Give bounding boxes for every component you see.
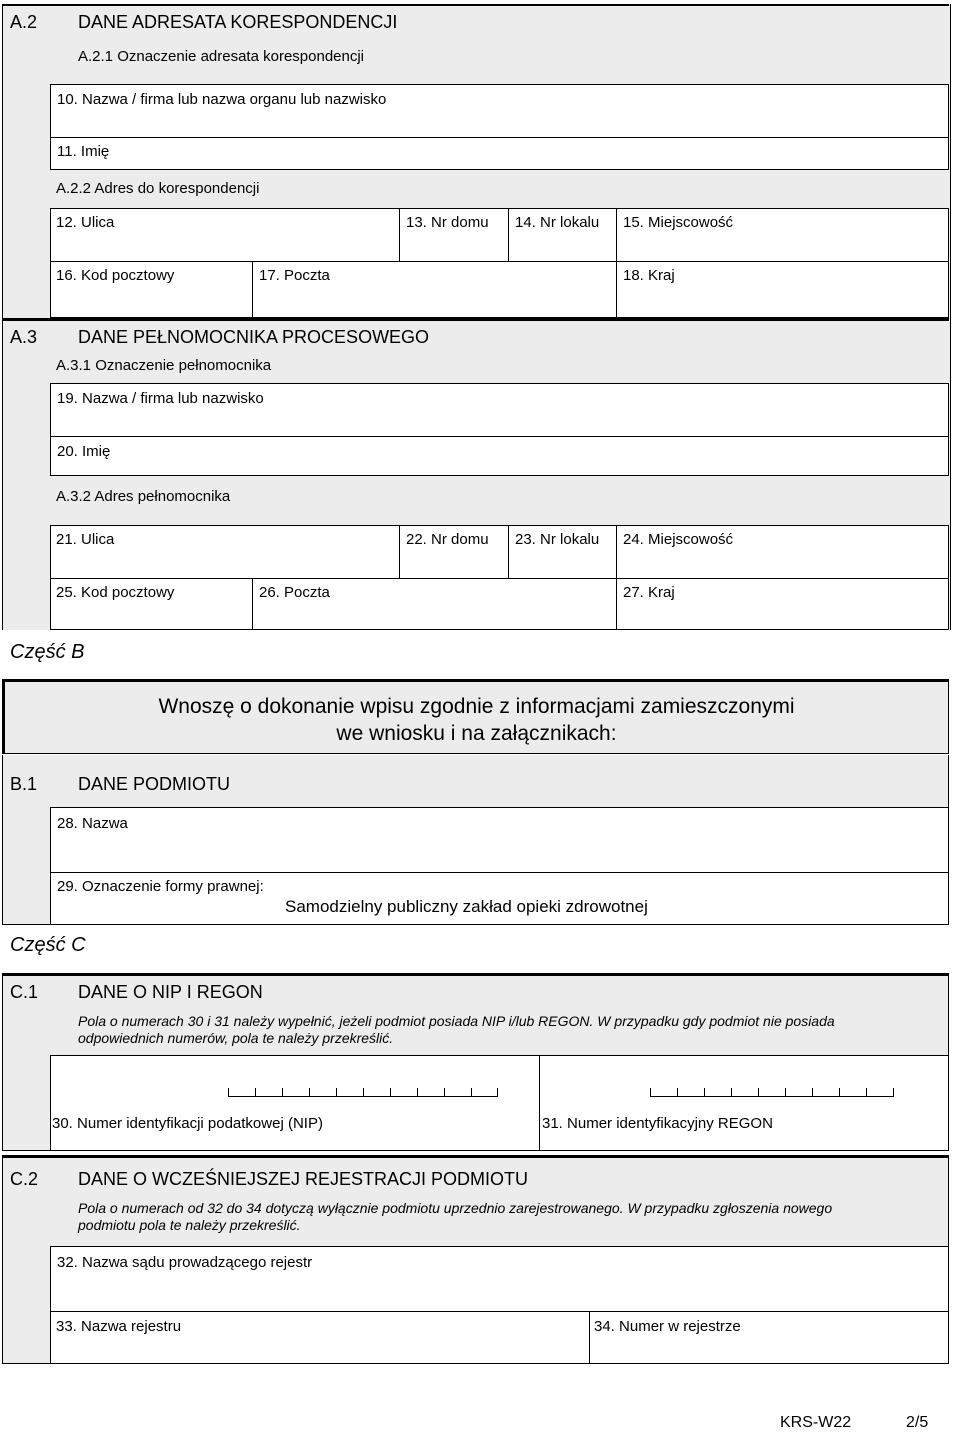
field-label: 17. Poczta [259,267,330,284]
field-18[interactable] [617,261,947,318]
field-30[interactable] [50,1055,539,1151]
field-16[interactable] [50,261,252,318]
field-22[interactable] [400,525,508,579]
field-label: 10. Nazwa / firma lub nazwa organu lub nazwisko [57,91,387,108]
field-17[interactable] [253,261,616,318]
subsection-title: A.3.1 Oznaczenie pełnomocnika [56,357,272,374]
part-c-title: Część C [10,934,86,956]
page-number: 2/5 [906,1414,929,1431]
request-line-1: Wnoszę o dokonanie wpisu zgodnie z informacjami zamieszczonymi [158,695,795,718]
section-title: DANE O NIP I REGON [78,982,263,1002]
field-label: 33. Nazwa rejestru [56,1318,182,1335]
field-25[interactable] [50,578,252,630]
field-label: 29. Oznaczenie formy prawnej: [57,878,264,895]
field-label: 32. Nazwa sądu prowadzącego rejestr [57,1254,313,1271]
section-code: C.2 [10,1169,39,1189]
section-title: DANE ADRESATA KORESPONDENCJI [78,12,398,32]
section-code: A.2 [10,12,38,32]
field-label: 18. Kraj [623,267,675,284]
field-label: 30. Numer identyfikacji podatkowej (NIP) [52,1115,323,1132]
regon-digit-boxes[interactable] [650,1084,894,1097]
field-10[interactable] [50,84,949,138]
instruction-note [78,1013,835,1047]
section-a3-top-border [2,318,949,321]
field-label: 26. Poczta [259,584,330,601]
subsection-title: A.3.2 Adres pełnomocnika [56,488,231,505]
section-a2-top-border [2,4,949,6]
part-b-title: Część B [10,641,85,663]
section-code: B.1 [10,774,38,794]
note-line: odpowiednich numerów, pola te należy przekreślić. [78,1030,394,1046]
field-15[interactable] [617,208,947,262]
field-32[interactable] [50,1246,949,1312]
field-24[interactable] [617,525,947,579]
field-label: 21. Ulica [56,531,115,548]
field-23[interactable] [509,525,616,579]
field-14[interactable] [509,208,616,262]
field-label: 13. Nr domu [406,214,489,231]
field-13[interactable] [400,208,508,262]
field-33[interactable] [50,1311,589,1364]
field-11[interactable] [50,137,949,170]
field-label: 16. Kod pocztowy [56,267,175,284]
field-label: 15. Miejscowość [623,214,734,231]
form-code: KRS-W22 [780,1414,852,1431]
section-code: C.1 [10,982,39,1002]
field-label: 27. Kraj [623,584,675,601]
field-26[interactable] [253,578,616,630]
field-label: 24. Miejscowość [623,531,734,548]
instruction-note [78,1200,832,1234]
field-19[interactable] [50,383,949,437]
section-title: DANE PODMIOTU [78,774,231,794]
legal-form-value: Samodzielny publiczny zakład opieki zdrowotnej [285,897,648,916]
field-label: 12. Ulica [56,214,115,231]
field-label: 28. Nazwa [57,815,128,832]
note-line: Pola o numerach 30 i 31 należy wypełnić, jeżeli podmiot posiada NIP i/lub REGON. W przypadku gdy podmiot nie posiada [78,1013,835,1029]
field-label: 34. Numer w rejestrze [594,1318,741,1335]
request-box [2,679,949,754]
field-label: 14. Nr lokalu [515,214,600,231]
field-31[interactable] [540,1055,947,1151]
section-title: DANE PEŁNOMOCNIKA PROCESOWEGO [78,327,430,347]
field-label: 22. Nr domu [406,531,489,548]
field-34[interactable] [590,1311,947,1364]
field-28[interactable] [50,807,949,873]
field-21[interactable] [50,525,399,579]
request-line-2: we wniosku i na załącznikach: [336,722,617,745]
note-line: Pola o numerach od 32 do 34 dotyczą wyłącznie podmiotu uprzednio zarejestrowanego. W przypadku zgłoszenia nowego [78,1200,833,1216]
field-label: 20. Imię [57,443,111,460]
nip-digit-boxes[interactable] [228,1084,498,1097]
field-label: 23. Nr lokalu [515,531,600,548]
field-label: 25. Kod pocztowy [56,584,175,601]
field-27[interactable] [617,578,947,630]
subsection-title: A.2.2 Adres do korespondencji [56,180,260,197]
section-code: A.3 [10,327,38,347]
field-29[interactable] [50,872,949,925]
field-12[interactable] [50,208,399,262]
field-label: 31. Numer identyfikacyjny REGON [542,1115,773,1132]
field-label: 11. Imię [57,143,110,160]
section-title: DANE O WCZEŚNIEJSZEJ REJESTRACJI PODMIOTU [78,1169,529,1189]
field-20[interactable] [50,436,949,476]
field-label: 19. Nazwa / firma lub nazwisko [57,390,264,407]
subsection-title: A.2.1 Oznaczenie adresata korespondencji [78,48,365,65]
note-line: podmiotu pola te należy przekreślić. [78,1217,301,1233]
